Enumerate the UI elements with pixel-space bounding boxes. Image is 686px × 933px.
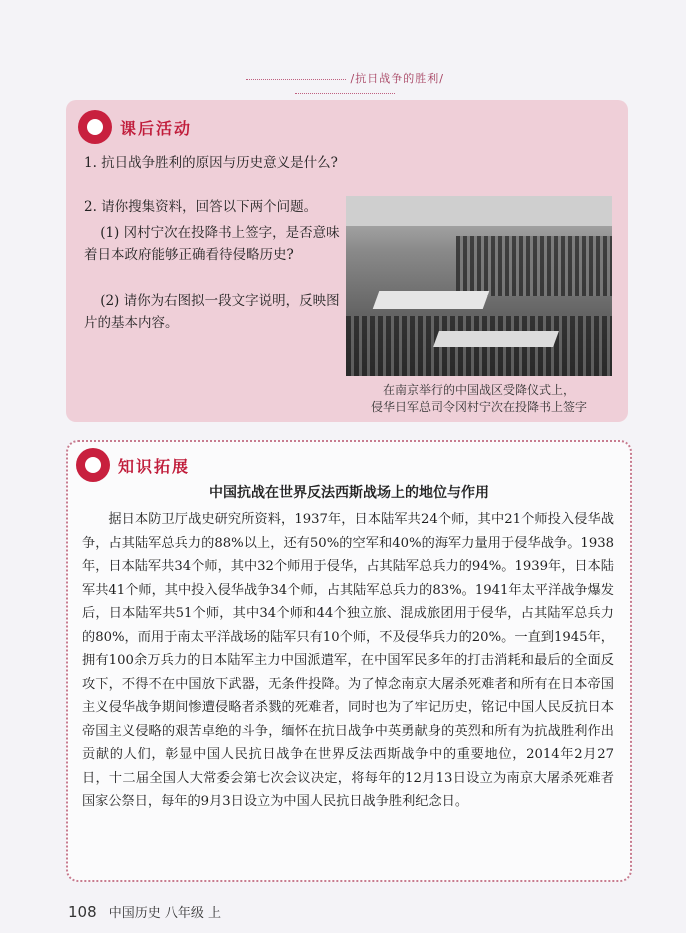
running-title: /抗日战争的胜利/ — [350, 72, 444, 85]
book-title: 中国历史 八年级 上 — [108, 906, 222, 921]
running-header — [200, 70, 490, 99]
question-2b: (2) 请你为右图拟一段文字说明，反映图片的基本内容。 — [84, 293, 340, 331]
page-footer — [68, 902, 221, 921]
caption-line-1: 在南京举行的中国战区受降仪式上， — [382, 383, 575, 397]
activity-heading — [78, 110, 192, 144]
question-1: 1. 抗日战争胜利的原因与历史意义是什么? — [84, 155, 338, 171]
page-number: 108 — [68, 903, 97, 921]
knowledge-body: 据日本防卫厅战史研究所资料，1937年，日本陆军共24个师，其中21个师投入侵华战争，占其陆军总兵力的88%以上，还有50%的空军和40%的海军力量用于侵华战争。1938年，日本陆军共34个师，其中32个师用于侵华，占其陆军总兵力的94%。1939年，日本陆军共41个师，其中投入侵华战争34个师，占其陆军总兵力的83%。1941年太平洋战争爆发后，日本陆军共51个师，其中34个师和44个独立旅、混成旅团用于侵华，占其陆军总兵力的80%，而用于南太平洋战场的陆军只有10个师，不及侵华兵力的20%。一直到1945年，拥有100余万兵力的日本陆军主力中国派遣军，在中国军民多年的打击消耗和最后的全面反攻下，不得不在中国放下武器，无条件投降。为了悼念南京大屠杀死难者和所有在日本帝国主义侵华战争期间惨遭侵略者杀戮的死难者，同时也为了牢记历史，铭记中国人民反抗日本帝国主义侵略的艰苦卓绝的斗争，缅怀在抗日战争中英勇献身的英烈和所有为抗战胜利作出贡献的人们，彰显中国人民抗日战争在世界反法西斯战争中的重要地位，2014年2月27日，十二届全国人大常委会第七次会议决定，将每年的12月13日设立为南京大屠杀死难者国家公祭日，每年的9月3日设立为中国人民抗日战争胜利纪念日。 — [82, 512, 614, 809]
question-2a: (1) 冈村宁次在投降书上签字，是否意味着日本政府能够正确看待侵略历史? — [84, 225, 340, 263]
knowledge-title: 知识拓展 — [118, 456, 191, 476]
knowledge-heading — [76, 448, 190, 482]
knowledge-subtitle: 中国抗战在世界反法西斯战场上的地位与作用 — [209, 485, 489, 501]
activity-icon — [78, 110, 112, 144]
knowledge-icon — [76, 448, 110, 482]
surrender-ceremony-photo — [346, 196, 612, 376]
photo-caption — [346, 382, 612, 416]
question-2: 2. 请你搜集资料，回答以下两个问题。 — [84, 199, 318, 215]
activity-title: 课后活动 — [120, 118, 193, 138]
header-dots-right — [295, 93, 395, 94]
header-dots-left — [246, 79, 346, 80]
caption-line-2: 侵华日军总司令冈村宁次在投降书上签字 — [370, 400, 587, 414]
